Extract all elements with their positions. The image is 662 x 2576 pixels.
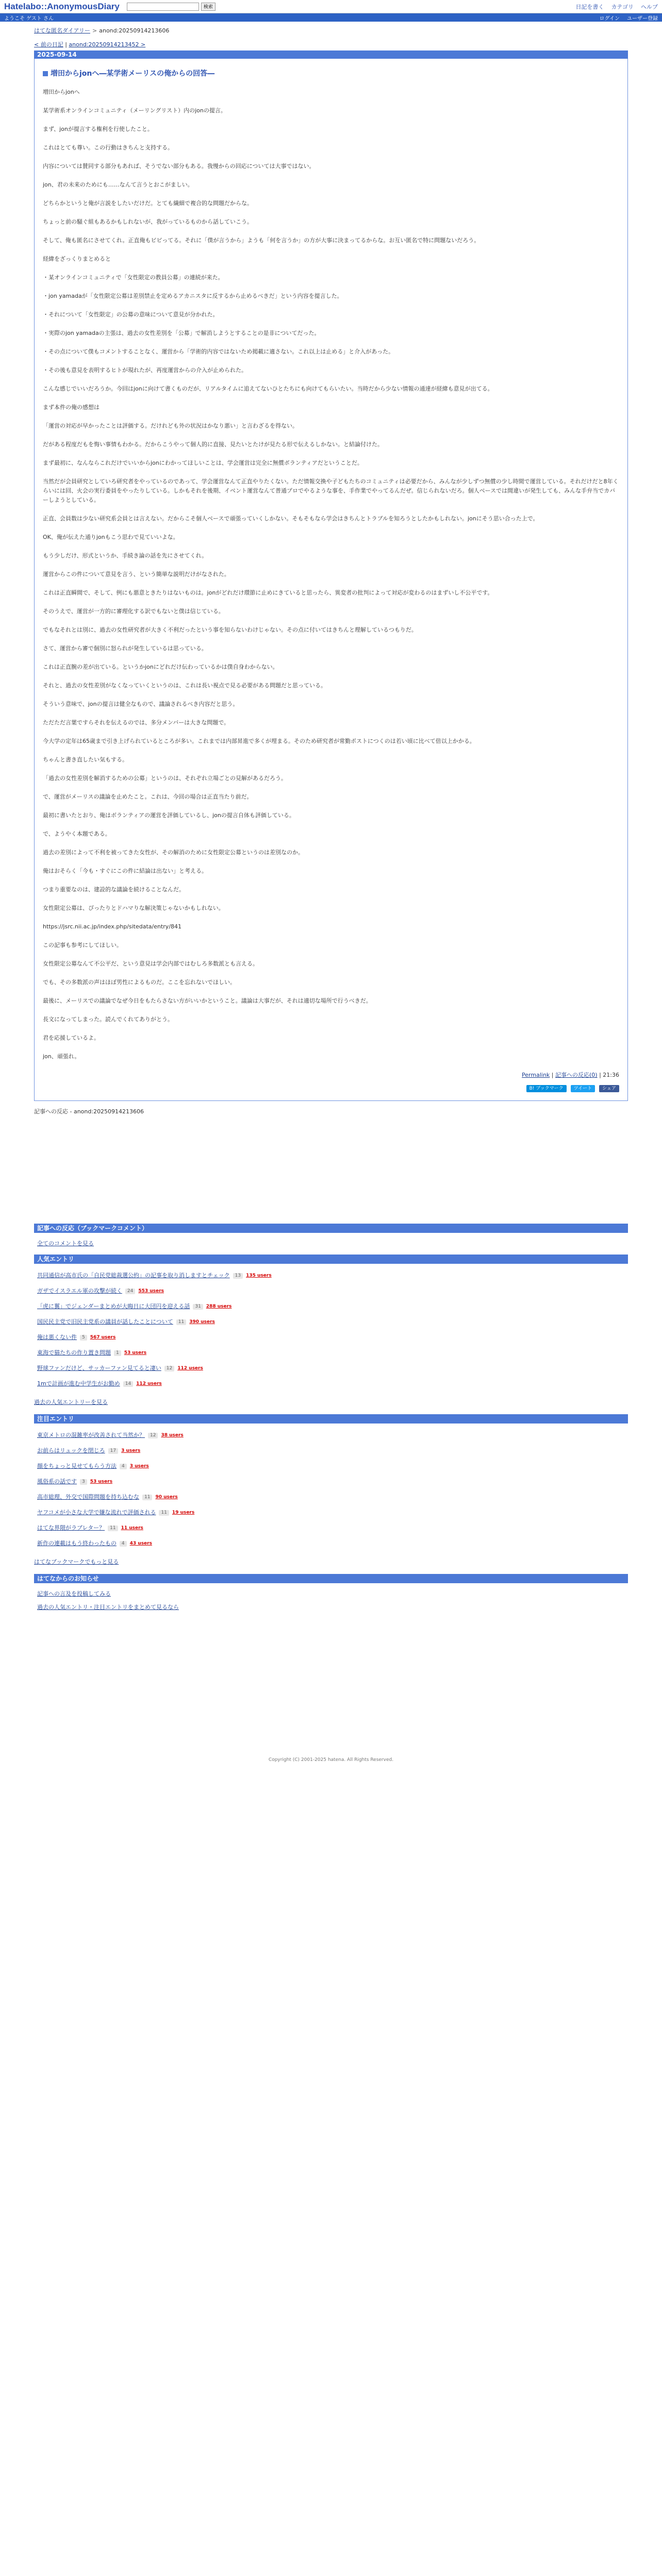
entry-paragraph: で、ようやく本題である。 — [43, 831, 111, 837]
bookmark-users-link[interactable]: 553 users — [138, 1289, 164, 1294]
entry-paragraph: 俺はおそらく「今も・すぐにこの件に結論は出ない」と考える。 — [43, 868, 207, 874]
comment-count-badge: 1 — [114, 1350, 121, 1356]
login-link[interactable]: ログイン — [599, 15, 620, 22]
entry-paragraph: それと、過去の女性差別がなくなっていくというのは、これは長い視点で見る必要がある問題だと思っている。 — [43, 682, 326, 689]
entry-body — [43, 88, 619, 1061]
all-comments-link[interactable]: 全てのコメントを見る — [37, 1240, 94, 1247]
search-button[interactable]: 検索 — [201, 3, 216, 11]
list-item — [37, 1314, 625, 1330]
nav-category[interactable]: カテゴリ — [611, 3, 634, 10]
entry-paragraph: 当然だが会員研究としていろ研究者をやっているのであって、学会運営なんて正直やりたくない。ただ情報交換や子どもたちのコミュニティは必要だから、みんなが少しずつ無償の少し時間で運営している。それだけだと8年くらいには回、火会の実行委員をやったりしている。しかもそれを後期、イベント運営なんて普通プロでやるような事を、手作業でやってるんだぜ。信じられないだろ。個人ベースでは間違いが発生しても、みんな手弁当でカバーしようとしている。 — [43, 478, 619, 503]
entry-paragraph: 今大学の定年は65歳まで引き上げられているところが多い。これまでは内部昇進で多くが埋まる。そのため研究者が常勤ポストにつくのは若い頃に比べて倍以上かかる。 — [43, 738, 475, 744]
bookmark-users-link[interactable]: 53 users — [90, 1479, 113, 1484]
entry-pager — [0, 35, 662, 50]
entry-link[interactable]: ヤフコメが小さな大学で嫌な流れで評価される — [37, 1509, 156, 1516]
entry-paragraph[interactable]: https://jsrc.nii.ac.jp/index.php/sitedata/entry/841 — [43, 923, 182, 930]
entry-paragraph: ・その後も意見を表明するヒトが現れたが、再度運営からの介入が止められた。 — [43, 367, 247, 374]
site-header — [0, 0, 662, 13]
list-item — [37, 1489, 625, 1505]
entry-paragraph: この記事も参考にしてほしい。 — [43, 942, 122, 948]
nav-help[interactable]: ヘルプ — [641, 3, 658, 10]
entry-title[interactable] — [43, 68, 619, 78]
entry-paragraph: まず、jonが提言する権利を行使したこと。 — [43, 126, 153, 132]
bookmark-body — [34, 1233, 628, 1255]
entry-link[interactable]: はてな界隈がラブレター？ — [37, 1524, 105, 1531]
comment-count-badge: 11 — [142, 1495, 152, 1500]
header-nav — [575, 3, 658, 11]
diary-entry — [34, 59, 628, 1101]
next-entry-link[interactable]: anond:20250914213452 > — [69, 41, 146, 48]
search-input[interactable] — [127, 3, 199, 11]
list-item — [37, 1345, 625, 1361]
bookmark-users-link[interactable]: 53 users — [124, 1350, 147, 1355]
entry-paragraph: 内容については賛同する部分もあれば、そうでない部分もある。我慢からの回応については大事ではない。 — [43, 163, 315, 170]
entry-link[interactable]: ガザでイスラエル軍の攻撃が続く — [37, 1287, 122, 1294]
entry-paragraph: 増田からjonへ — [43, 89, 80, 95]
entry-link[interactable]: 東京メトロの混雑率が改善されて当然か？ — [37, 1432, 145, 1438]
entry-date: 2025-09-14 — [34, 50, 628, 59]
bookmark-users-link[interactable]: 3 users — [129, 1464, 149, 1469]
bookmark-users-link[interactable]: 19 users — [172, 1510, 195, 1515]
entry-paragraph: OK、俺が伝えた通りjonもこう思わで見ていいよな。 — [43, 534, 179, 540]
entry-paragraph: 某学術系オンラインコミュニティ（メーリングリスト）内のjonの提言。 — [43, 107, 226, 114]
entry-paragraph: で、運営がメーリスの議論を止めたこと。これは、今回の場合は正直当たり前だ。 — [43, 793, 253, 800]
entry-link[interactable]: 新作の連載はもう終わったもの — [37, 1540, 117, 1547]
list-item — [37, 1428, 625, 1443]
entry-paragraph: つまり重要なのは、建設的な議論を続けることなんだ。 — [43, 886, 185, 893]
popular-more-link[interactable]: 過去の人気エントリーを見る — [34, 1399, 108, 1405]
attention-heading: 注目エントリ — [34, 1414, 628, 1423]
entry-paragraph: 「運営の対応が早かったことは評価する。だけれども外の状況はかなり悪い」と言わざるを得ない。 — [43, 422, 298, 429]
entry-link[interactable]: 高市総理、外交で国際問題を持ち込むな — [37, 1494, 139, 1500]
entry-link[interactable]: 国民民主党で旧民主党系の議員が話したことについて — [37, 1318, 173, 1325]
entry-title-text: 増田からjonへ―某学術メーリスの俺からの回答― — [51, 70, 215, 78]
entry-footer: Permalink | 記事への反応(0) | 21:36 — [522, 1072, 619, 1078]
breadcrumb-separator: > — [92, 27, 97, 34]
entry-paragraph: 「過去の女性差別を解消するための公募」というのは、それぞれ立場ごとの見解があるだろう。 — [43, 775, 287, 782]
entry-paragraph: これは正直瞬間で、そして、例にも悪意ときたりはないものは。jonがどれだけ環節に止めにきていると思ったら、異変者の批判によって対応が変わるのはまずいし不公平です。 — [43, 589, 493, 596]
list-item — [37, 1330, 625, 1345]
list-item — [37, 1376, 625, 1392]
entry-link[interactable]: 「虎に翼」でジェンダーまとめが大晦日に大団円を迎える話 — [37, 1303, 190, 1310]
bookmark-users-link[interactable]: 38 users — [161, 1433, 184, 1438]
site-logo[interactable]: Hatelabo::AnonymousDiary — [4, 1, 120, 11]
comment-count-badge: 4 — [120, 1464, 127, 1469]
entry-paragraph: 正直、会員数は少ない研究系会員とは言えない。だからこそ個人ベースで頑張っていくしかない。そもそもなら学会はきちんとトラブルを知ろうとしたかもしれない。jonにそう思い合った上で。 — [43, 515, 539, 522]
comment-count-badge: 12 — [164, 1366, 174, 1371]
comment-count-badge: 3 — [80, 1479, 87, 1485]
entry-paragraph: ただただ言葉ですらそれを伝えるのでは、多分メンバーは大きな問題で。 — [43, 719, 230, 726]
facebook-share-button[interactable]: シェア — [599, 1085, 619, 1092]
entry-link[interactable]: 顔をちょっと見せてもらう方法 — [37, 1463, 117, 1469]
list-item — [37, 1536, 625, 1551]
entry-paragraph: どちらかというと俺が言説をしたいだけだ。とても繊細で複合的な問題だからな。 — [43, 200, 253, 207]
entry-paragraph: これはとても尊い。この行動はきちんと支持する。 — [43, 144, 173, 151]
copyright: Copyright (C) 2001-2025 hatena. All Rights Reserved. — [268, 1757, 394, 1762]
bookmark-users-link[interactable]: 11 users — [121, 1526, 143, 1531]
list-item — [37, 1443, 625, 1459]
entry-paragraph: 女性限定公募なんて不公平だ、という意見は学会内部ではむしろ多数派とも言える。 — [43, 960, 258, 967]
comment-count-badge: 17 — [108, 1448, 118, 1454]
entry-paragraph: ・jon yamadaが「女性限定公募は差別禁止を定めるアカニスタに反するから止めるべきだ」という内容を提言した。 — [43, 293, 343, 299]
entry-paragraph: でもなそれとは別に、過去の女性研究者が大きく不利だったという事を知らないわけじゃない。その点に付いてはきちんと理解しているつもりだ。 — [43, 626, 417, 633]
entry-paragraph: 経緯をざっくりまとめると — [43, 256, 111, 262]
permalink[interactable]: Permalink — [522, 1072, 550, 1078]
bookmark-users-link[interactable]: 390 users — [189, 1319, 215, 1325]
comment-count-link[interactable]: 記事への反応(0) — [555, 1072, 598, 1078]
entry-paragraph: ・それについて「女性限定」の公募の意味について意見が分かれた。 — [43, 311, 219, 318]
entry-link[interactable]: 風俗系の話です — [37, 1478, 77, 1485]
entry-paragraph: まず最初に、なんならこれだけでいいからjonにわかってほしいことは、学会運営は完全に無償ボランティアだということだ。 — [43, 460, 363, 466]
prev-entry-link[interactable]: < 前の日記 — [34, 41, 63, 48]
list-item — [37, 1361, 625, 1376]
comment-count-badge: 11 — [176, 1319, 186, 1325]
entry-link[interactable]: 東海で猫たちの作り置き問題 — [37, 1349, 111, 1356]
popular-list — [34, 1264, 628, 1396]
about-link-1[interactable]: 記事への言及を投稿してみる — [37, 1590, 111, 1597]
popular-heading: 人気エントリ — [34, 1255, 628, 1264]
list-item — [37, 1268, 625, 1283]
entry-paragraph: 君を応援しているよ。 — [43, 1035, 100, 1041]
nav-write[interactable]: 日記を書く — [575, 3, 604, 10]
bookmark-section — [34, 1224, 628, 1618]
bookmark-users-link[interactable]: 112 users — [177, 1366, 203, 1371]
breadcrumb-home[interactable]: はてな匿名ダイアリー — [34, 27, 91, 34]
bookmark-users-link[interactable]: 135 users — [246, 1273, 272, 1278]
list-item — [37, 1283, 625, 1299]
entry-paragraph: そのうえで、運営が一方的に審理化する訳でもないと僕は信じている。 — [43, 608, 224, 615]
about-link-2[interactable]: 過去の人気エントリ・注目エントリをまとめて見るなら — [37, 1604, 179, 1611]
entry-paragraph: さて、運営から審で個別に怒られが発生しているは思っている。 — [43, 645, 207, 652]
about-body — [34, 1583, 628, 1618]
list-item — [37, 1459, 625, 1474]
list-item — [37, 1474, 625, 1489]
bookmark-users-link[interactable]: 43 users — [129, 1541, 152, 1546]
register-link[interactable]: ユーザー登録 — [627, 15, 658, 22]
reply-label: 記事への反応 - anond:20250914213606 — [34, 1108, 144, 1115]
bookmark-users-link[interactable]: 3 users — [121, 1448, 141, 1453]
entry-paragraph: ちゃんと書き直したい気もする。 — [43, 756, 128, 763]
entry-paragraph: 運営からこの件について意見を言う、という簡単な説明だけがなされた。 — [43, 571, 230, 578]
comment-count-badge: 11 — [108, 1526, 118, 1531]
hatena-bookmark-button[interactable]: B! ブックマーク — [526, 1085, 567, 1092]
entry-paragraph: ちょっと前の騒ぐ組もあるかもしれないが、我がっているものから話していこう。 — [43, 218, 253, 225]
search-box — [127, 3, 216, 11]
entry-paragraph: 女性限定公募は、ぴったりとドハマりな解決策じゃないかもしれない。 — [43, 905, 224, 911]
entry-paragraph: ・某オンラインコミュニティで「女性限定の教員公募」の連続が来た。 — [43, 274, 224, 281]
entry-link[interactable]: 1mで計画が進む中学生がお勤め — [37, 1380, 120, 1387]
entry-link[interactable]: お前らはリュックを閉じろ — [37, 1447, 105, 1454]
breadcrumb — [0, 22, 662, 35]
entry-link[interactable]: 俺は悪くない件 — [37, 1334, 77, 1341]
comment-count-badge: 31 — [193, 1304, 203, 1310]
entry-paragraph: 最初に書いたとおり、俺はボランティアの運営を評価しているし、jonの提言自体も評価している。 — [43, 812, 295, 819]
bookmark-users-link[interactable]: 567 users — [90, 1335, 116, 1340]
tweet-button[interactable]: ツイート — [571, 1085, 595, 1092]
bookmark-users-link[interactable]: 288 users — [206, 1304, 232, 1309]
entry-link[interactable]: 共同通信が高市氏の「自民党総裁選公約」の記事を取り消しますとチェック — [37, 1272, 230, 1279]
bookmark-heading: 記事への反応（ブックマークコメント） — [34, 1224, 628, 1233]
comment-count-badge: 5 — [80, 1335, 87, 1341]
entry-link[interactable]: 野球ファンだけど、サッカーファン見てると凄い — [37, 1365, 161, 1371]
pager-separator: | — [63, 41, 69, 48]
bookmark-users-link[interactable]: 112 users — [136, 1381, 162, 1386]
comment-count-badge: 14 — [123, 1381, 133, 1387]
breadcrumb-current: anond:20250914213606 — [99, 27, 170, 34]
attention-more-link[interactable]: はてなブックマークでもっと見る — [34, 1558, 119, 1565]
comment-count-badge: 4 — [120, 1541, 127, 1547]
entry-paragraph: jon、君の未来のためにも……なんて言うとおこがましい。 — [43, 181, 193, 188]
entry-paragraph: jon、頑張れ。 — [43, 1053, 80, 1060]
list-item — [37, 1520, 625, 1536]
entry-paragraph: まず本件の俺の感想は — [43, 404, 100, 411]
bookmark-users-link[interactable]: 90 users — [155, 1495, 178, 1500]
comment-count-badge: 24 — [125, 1289, 135, 1294]
entry-paragraph: でも、その多数派の声はほぼ男性によるものだ。ここを忘れないでほしい。 — [43, 979, 236, 986]
entry-paragraph: そして、俺も匿名にさせてくれ。正直俺もビビってる。それに「僕が言うから」ようも「何を言うか」の方が大事に決まってるからな。お互い匿名で特に問題ないだろう。 — [43, 237, 480, 244]
title-square-icon — [43, 71, 48, 76]
entry-paragraph: もう少しだけ、形式というか、手続き論の話を先にさせてくれ。 — [43, 552, 208, 559]
entry-paragraph: これは正直腕の差が出ている。というかjonにどれだけ伝わっているかは僕自身わからない。 — [43, 664, 278, 670]
comment-count-badge: 12 — [148, 1433, 158, 1438]
list-item — [37, 1299, 625, 1314]
entry-paragraph: そういう意味で、jonの提言は健全なもので、議論されるべき内容だと思う。 — [43, 701, 239, 707]
entry-paragraph: ・その点について僕もコメントすることなく、運営から「学術的内容ではないため掲載に適さない。これ以上は止める」と介入があった。 — [43, 348, 394, 355]
list-item — [37, 1505, 625, 1520]
attention-list — [34, 1423, 628, 1555]
user-bar — [0, 13, 662, 22]
comment-count-badge: 11 — [159, 1510, 169, 1516]
entry-paragraph: ・実際のjon yamadaの主張は、過去の女性差別を「公募」で解消しようとすることの是非についてだった。 — [43, 330, 320, 336]
entry-paragraph: だがある程度だもを悔い事情もわかる。だからこうやって個人的に直接、見たいとたけが見たる形で伝えるしかない。と結論付けた。 — [43, 441, 383, 448]
entry-time: 21:36 — [603, 1072, 619, 1078]
comment-count-badge: 13 — [233, 1273, 243, 1279]
entry-paragraph: こんな感じでいいだろうか。今回はjonに向けて書くものだが、リアルタイムに追えてないひとたちにも向けてもらいたい。当時だから少ない情報の通達が経緯も意見が出てる。 — [43, 385, 493, 392]
entry-paragraph: 過去の差別によって不利を被ってきた女性が、その解消のために女性限定公募というのは差別なのか。 — [43, 849, 304, 856]
welcome-text: ようこそ ゲスト さん — [4, 15, 54, 22]
entry-paragraph: 長文になってしまった。読んでくれてありがとう。 — [43, 1016, 173, 1023]
about-heading: はてなからのお知らせ — [34, 1574, 628, 1583]
share-buttons — [43, 1085, 619, 1092]
entry-paragraph: 最後に、メーリスでの議論でなぜ今日をもたらさない方がいいかということ。議論は大事だが、それは適切な場所で行うべきだ。 — [43, 997, 372, 1004]
